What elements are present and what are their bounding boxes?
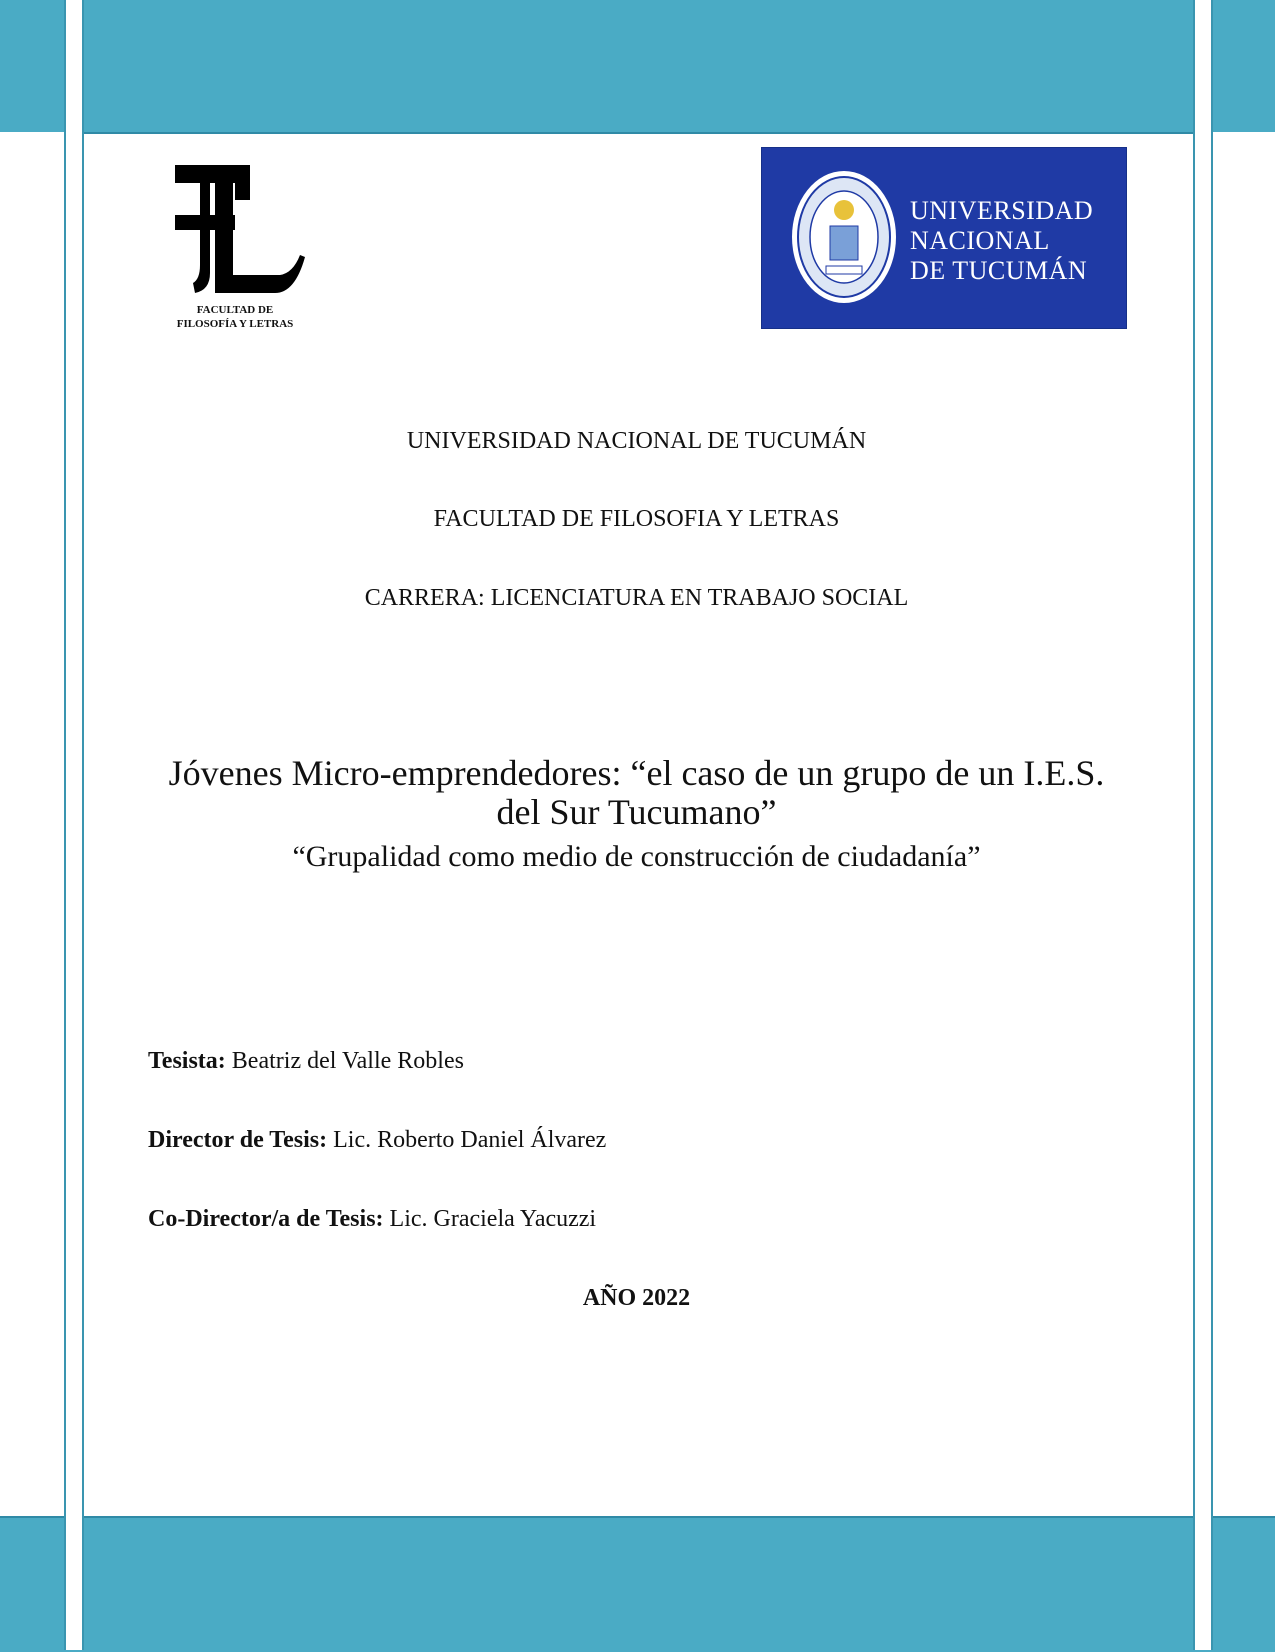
director-line <box>148 1127 606 1154</box>
unt-logo <box>761 147 1127 329</box>
unt-logo-line1: UNIVERSIDAD <box>910 196 1094 225</box>
codirector-line <box>148 1206 596 1233</box>
codirector-name: Lic. Graciela Yacuzzi <box>389 1206 597 1232</box>
thesis-year: AÑO 2022 <box>582 1285 691 1311</box>
unt-seal-icon <box>790 168 898 306</box>
unt-logo-line3: DE TUCUMÁN <box>910 256 1088 285</box>
university-name: UNIVERSIDAD NACIONAL DE TUCUMÁN <box>406 428 867 454</box>
bottom-frame-band <box>0 1516 1275 1652</box>
thesis-title-line2: del Sur Tucumano” <box>496 792 777 832</box>
unt-logo-line2: NACIONAL <box>910 226 1050 255</box>
director-label: Director de Tesis: <box>148 1127 328 1153</box>
top-frame-band <box>0 0 1275 134</box>
codirector-label: Co-Director/a de Tesis: <box>148 1206 384 1232</box>
author-line <box>148 1048 464 1075</box>
fyl-caption-line1: FACULTAD DE <box>196 304 274 316</box>
author-name: Beatriz del Valle Robles <box>231 1048 464 1074</box>
author-label: Tesista: <box>148 1048 226 1074</box>
director-name: Lic. Roberto Daniel Álvarez <box>333 1127 607 1153</box>
thesis-subtitle: “Grupalidad como medio de construcción de ciudadanía” <box>292 840 981 873</box>
fyl-logo-caption <box>150 303 320 331</box>
right-frame-border <box>1193 0 1213 1650</box>
left-margin <box>0 132 64 1516</box>
career-name: CARRERA: LICENCIATURA EN TRABAJO SOCIAL <box>364 585 909 611</box>
faculty-name: FACULTAD DE FILOSOFIA Y LETRAS <box>433 506 840 532</box>
thesis-title-line1: Jóvenes Micro-emprendedores: “el caso de un grupo de un I.E.S. <box>168 753 1105 793</box>
fyl-caption-line2: FILOSOFÍA Y LETRAS <box>176 318 294 330</box>
right-margin <box>1213 132 1275 1516</box>
